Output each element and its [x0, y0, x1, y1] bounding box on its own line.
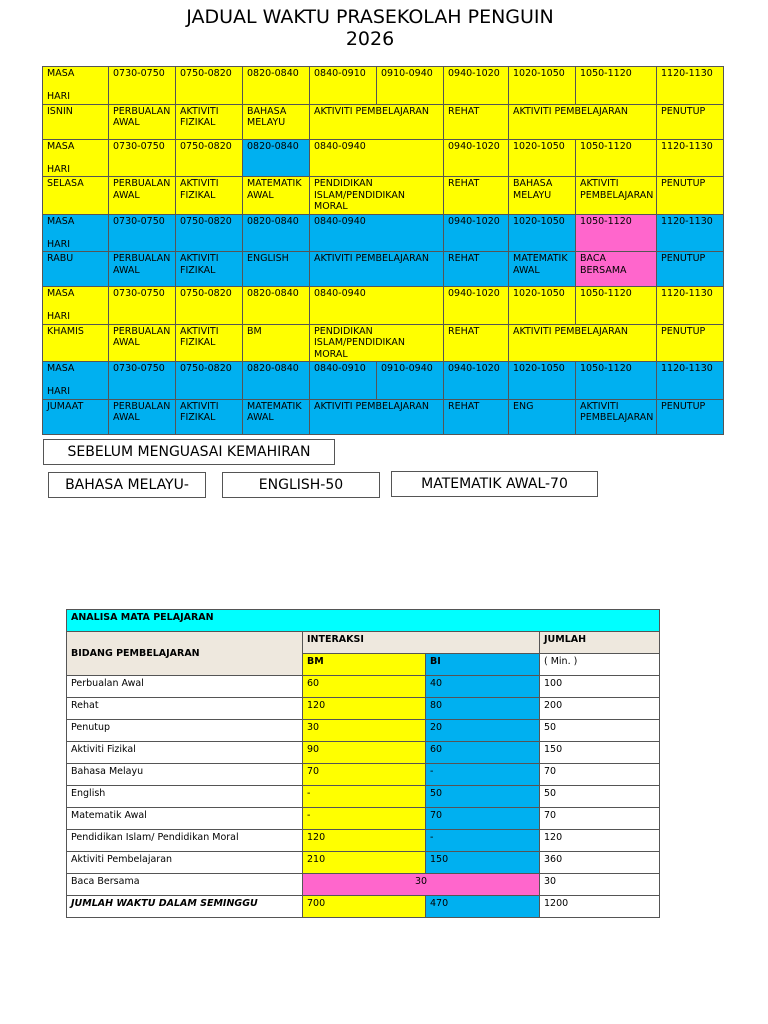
col-min-header: ( Min. ) — [540, 654, 660, 676]
activity-cell: AKTIVITI FIZIKAL — [176, 324, 243, 362]
slot-cell: 1120-1130 — [657, 67, 724, 105]
activity-cell: REHAT — [444, 104, 509, 139]
slot-cell: 1050-1120 — [576, 67, 657, 105]
masa-hari-cell: MASA HARI — [43, 67, 109, 105]
bi-cell: - — [426, 830, 540, 852]
slot-cell: 1120-1130 — [657, 362, 724, 400]
slot-cell: 0730-0750 — [109, 214, 176, 252]
bi-cell: 20 — [426, 720, 540, 742]
total-cell: 200 — [540, 698, 660, 720]
slot-cell: 0940-1020 — [444, 139, 509, 177]
total-cell: 100 — [540, 676, 660, 698]
bm-total-cell: 700 — [303, 896, 426, 918]
day-cell: SELASA — [43, 177, 109, 215]
bm-cell: 90 — [303, 742, 426, 764]
activity-cell: REHAT — [444, 252, 509, 287]
masa-hari-cell: MASA HARI — [43, 139, 109, 177]
analysis-row — [67, 852, 660, 874]
note-english-box: ENGLISH-50 — [222, 472, 380, 498]
day-cell: RABU — [43, 252, 109, 287]
page-title — [0, 6, 740, 50]
activity-cell: REHAT — [444, 177, 509, 215]
activity-cell: PENDIDIKAN ISLAM/PENDIDIKAN MORAL — [310, 177, 444, 215]
activity-cell: BM — [243, 324, 310, 362]
bi-cell: 60 — [426, 742, 540, 764]
masa-hari-cell: MASA HARI — [43, 362, 109, 400]
subject-cell: Baca Bersama — [67, 874, 303, 896]
activity-cell: AKTIVITI FIZIKAL — [176, 177, 243, 215]
timetable-header-row — [43, 139, 724, 177]
notes-heading-box: SEBELUM MENGUASAI KEMAHIRAN — [43, 439, 335, 465]
note-matematik-box: MATEMATIK AWAL-70 — [391, 471, 598, 497]
slot-cell: 0840-0940 — [310, 139, 444, 177]
slot-cell: 1050-1120 — [576, 287, 657, 325]
activity-cell: AKTIVITI PEMBELAJARAN — [509, 324, 657, 362]
total-cell: 30 — [540, 874, 660, 896]
activity-cell: BAHASA MELAYU — [509, 177, 576, 215]
subject-cell: Aktiviti Fizikal — [67, 742, 303, 764]
slot-cell: 0840-0940 — [310, 214, 444, 252]
masa-hari-cell: MASA HARI — [43, 287, 109, 325]
timetable — [42, 66, 724, 435]
analysis-row — [67, 742, 660, 764]
slot-cell: 1050-1120 — [576, 214, 657, 252]
subject-cell: Penutup — [67, 720, 303, 742]
title-area — [0, 0, 768, 50]
activity-cell: ENGLISH — [243, 252, 310, 287]
timetable-header-row — [43, 214, 724, 252]
col-bm-header: BM — [303, 654, 426, 676]
bm-cell: 120 — [303, 830, 426, 852]
activity-cell: AKTIVITI PEMBELAJARAN — [310, 104, 444, 139]
slot-cell: 0820-0840 — [243, 67, 310, 105]
activity-cell: BAHASA MELAYU — [243, 104, 310, 139]
activity-cell: PENDIDIKAN ISLAM/PENDIDIKAN MORAL — [310, 324, 444, 362]
activity-cell: AKTIVITI PEMBELAJARAN — [310, 399, 444, 434]
subject-cell: JUMLAH WAKTU DALAM SEMINGGU — [67, 896, 303, 918]
slot-cell: 0940-1020 — [444, 214, 509, 252]
bm-cell: 120 — [303, 698, 426, 720]
timetable-header-row — [43, 362, 724, 400]
masa-hari-cell: MASA HARI — [43, 214, 109, 252]
slot-cell: 0730-0750 — [109, 67, 176, 105]
slot-cell: 1120-1130 — [657, 139, 724, 177]
activity-cell: PERBUALAN AWAL — [109, 252, 176, 287]
activity-cell: AKTIVITI PEMBELAJARAN — [509, 104, 657, 139]
activity-cell: PENUTUP — [657, 177, 724, 215]
total-cell: 70 — [540, 764, 660, 786]
activity-cell: AKTIVITI FIZIKAL — [176, 104, 243, 139]
timetable-row-jumaat — [43, 399, 724, 434]
activity-cell: AKTIVITI PEMBELAJARAN — [576, 399, 657, 434]
analysis-row-total — [67, 896, 660, 918]
grand-total-cell: 1200 — [540, 896, 660, 918]
total-cell: 70 — [540, 808, 660, 830]
title-line-1: JADUAL WAKTU PRASEKOLAH PENGUIN — [186, 6, 554, 28]
bm-cell: 30 — [303, 720, 426, 742]
analysis-row — [67, 720, 660, 742]
activity-cell: PERBUALAN AWAL — [109, 324, 176, 362]
analysis-row — [67, 830, 660, 852]
timetable-row-selasa — [43, 177, 724, 215]
slot-cell: 0750-0820 — [176, 287, 243, 325]
total-cell: 360 — [540, 852, 660, 874]
slot-cell: 0910-0940 — [377, 362, 444, 400]
subject-cell: Pendidikan Islam/ Pendidikan Moral — [67, 830, 303, 852]
activity-cell: REHAT — [444, 324, 509, 362]
subject-cell: Rehat — [67, 698, 303, 720]
bi-cell: - — [426, 764, 540, 786]
slot-cell: 0820-0840 — [243, 362, 310, 400]
subject-cell: English — [67, 786, 303, 808]
slot-cell: 0750-0820 — [176, 139, 243, 177]
timetable-row-isnin — [43, 104, 724, 139]
bm-cell: 60 — [303, 676, 426, 698]
analysis-row — [67, 808, 660, 830]
col-bi-header: BI — [426, 654, 540, 676]
slot-cell: 0840-0910 — [310, 362, 377, 400]
timetable-row-rabu — [43, 252, 724, 287]
timetable-header-row — [43, 67, 724, 105]
analysis-row — [67, 786, 660, 808]
slot-cell: 0940-1020 — [444, 287, 509, 325]
activity-cell: MATEMATIK AWAL — [509, 252, 576, 287]
slot-cell: 0730-0750 — [109, 362, 176, 400]
analysis-row-baca — [67, 874, 660, 896]
activity-cell: AKTIVITI PEMBELAJARAN — [576, 177, 657, 215]
slot-cell: 0730-0750 — [109, 287, 176, 325]
baca-merged-cell: 30 — [303, 874, 540, 896]
slot-cell: 1020-1050 — [509, 139, 576, 177]
activity-cell: AKTIVITI FIZIKAL — [176, 399, 243, 434]
activity-cell: ENG — [509, 399, 576, 434]
activity-cell: PENUTUP — [657, 252, 724, 287]
total-cell: 150 — [540, 742, 660, 764]
activity-cell: PENUTUP — [657, 324, 724, 362]
activity-cell: PERBUALAN AWAL — [109, 399, 176, 434]
day-cell: KHAMIS — [43, 324, 109, 362]
subject-cell: Bahasa Melayu — [67, 764, 303, 786]
analysis-title: ANALISA MATA PELAJARAN — [67, 610, 660, 632]
slot-cell: 0910-0940 — [377, 67, 444, 105]
bm-cell: 210 — [303, 852, 426, 874]
timetable-row-khamis — [43, 324, 724, 362]
bi-cell: 70 — [426, 808, 540, 830]
day-cell: JUMAAT — [43, 399, 109, 434]
timetable-header-row — [43, 287, 724, 325]
col-jumlah-header: JUMLAH — [540, 632, 660, 654]
analysis-row — [67, 698, 660, 720]
analysis-row — [67, 676, 660, 698]
slot-cell: 0840-0910 — [310, 67, 377, 105]
total-cell: 50 — [540, 720, 660, 742]
activity-cell: REHAT — [444, 399, 509, 434]
slot-cell: 0820-0840 — [243, 139, 310, 177]
slot-cell: 0940-1020 — [444, 362, 509, 400]
slot-cell: 1050-1120 — [576, 362, 657, 400]
col-interaksi-header: INTERAKSI — [303, 632, 540, 654]
activity-cell: PENUTUP — [657, 399, 724, 434]
slot-cell: 0940-1020 — [444, 67, 509, 105]
bm-cell: - — [303, 786, 426, 808]
slot-cell: 1020-1050 — [509, 362, 576, 400]
slot-cell: 1120-1130 — [657, 287, 724, 325]
subject-cell: Perbualan Awal — [67, 676, 303, 698]
title-line-2: 2026 — [345, 28, 395, 50]
activity-cell: MATEMATIK AWAL — [243, 177, 310, 215]
slot-cell: 0730-0750 — [109, 139, 176, 177]
slot-cell: 0750-0820 — [176, 214, 243, 252]
bi-cell: 40 — [426, 676, 540, 698]
activity-cell: BACA BERSAMA — [576, 252, 657, 287]
activity-cell: PERBUALAN AWAL — [109, 104, 176, 139]
bi-total-cell: 470 — [426, 896, 540, 918]
bm-cell: - — [303, 808, 426, 830]
slot-cell: 0840-0940 — [310, 287, 444, 325]
day-cell: ISNIN — [43, 104, 109, 139]
activity-cell: MATEMATIK AWAL — [243, 399, 310, 434]
slot-cell: 0750-0820 — [176, 362, 243, 400]
total-cell: 120 — [540, 830, 660, 852]
analysis-table — [66, 609, 660, 918]
bi-cell: 150 — [426, 852, 540, 874]
col-bidang-header: BIDANG PEMBELAJARAN — [67, 632, 303, 676]
activity-cell: AKTIVITI FIZIKAL — [176, 252, 243, 287]
activity-cell: PERBUALAN AWAL — [109, 177, 176, 215]
bm-cell: 70 — [303, 764, 426, 786]
note-bahasa-melayu-box: BAHASA MELAYU- — [48, 472, 206, 498]
slot-cell: 0750-0820 — [176, 67, 243, 105]
slot-cell: 1020-1050 — [509, 214, 576, 252]
analysis-row — [67, 764, 660, 786]
slot-cell: 1050-1120 — [576, 139, 657, 177]
slot-cell: 0820-0840 — [243, 287, 310, 325]
subject-cell: Aktiviti Pembelajaran — [67, 852, 303, 874]
slot-cell: 1120-1130 — [657, 214, 724, 252]
slot-cell: 1020-1050 — [509, 287, 576, 325]
slot-cell: 1020-1050 — [509, 67, 576, 105]
slot-cell: 0820-0840 — [243, 214, 310, 252]
bi-cell: 80 — [426, 698, 540, 720]
subject-cell: Matematik Awal — [67, 808, 303, 830]
bi-cell: 50 — [426, 786, 540, 808]
activity-cell: PENUTUP — [657, 104, 724, 139]
total-cell: 50 — [540, 786, 660, 808]
activity-cell: AKTIVITI PEMBELAJARAN — [310, 252, 444, 287]
